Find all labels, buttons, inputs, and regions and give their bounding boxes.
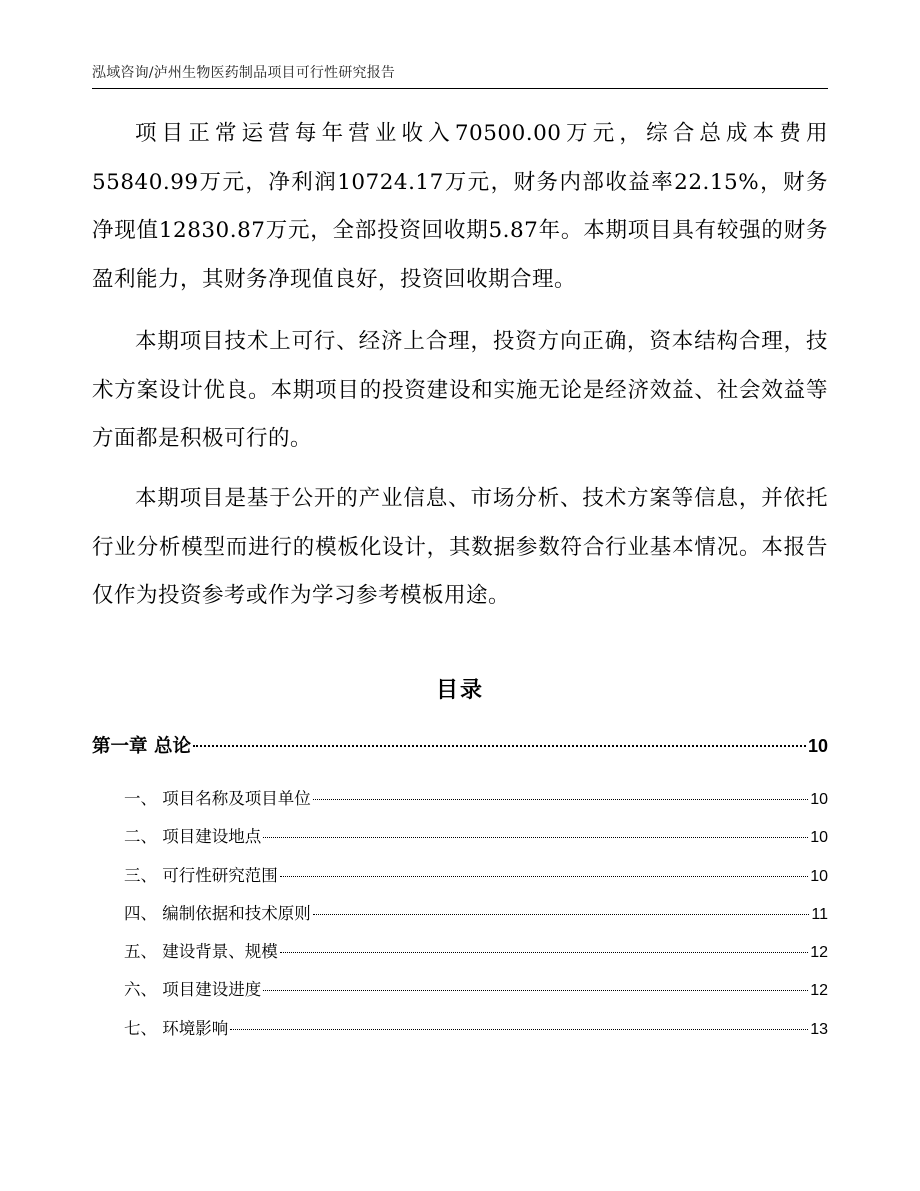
toc-page-number: 10	[807, 736, 828, 756]
toc-section-item[interactable]	[92, 933, 828, 971]
running-header: 泓域咨询/泸州生物医药制品项目可行性研究报告	[92, 65, 396, 81]
toc-page-number: 11	[811, 905, 828, 923]
toc-section-item[interactable]	[92, 780, 828, 818]
toc-section-label: 六、 项目建设进度	[124, 980, 262, 1000]
toc-section-item[interactable]	[92, 857, 828, 895]
toc-dot-leader	[313, 914, 810, 915]
toc-section-label: 二、 项目建设地点	[124, 827, 262, 847]
summary-paragraph-feasibility: 本期项目技术上可行、经济上合理，投资方向正确，资本结构合理，技术方案设计优良。本期项目的投资建设和实施无论是经济效益、社会效益等方面都是积极可行的。	[92, 329, 828, 451]
toc-section-label: 五、 建设背景、规模	[124, 942, 278, 962]
toc-section-label: 一、 项目名称及项目单位	[124, 789, 311, 808]
toc-section-item[interactable]	[92, 895, 828, 933]
toc-section-item[interactable]	[92, 1010, 828, 1048]
toc-page-number: 12	[810, 944, 828, 962]
toc-dot-leader	[263, 990, 808, 991]
toc-page-number: 12	[810, 982, 828, 1000]
summary-paragraph-financial: 项目正常运营每年营业收入70500.00万元，综合总成本费用55840.99万元，净利润10724.17万元，财务内部收益率22.15%，财务净现值12830.87万元，全部投资回收期5.87年。本期项目具有较强的财务盈利能力，其财务净现值良好，投资回收期合理。	[92, 121, 828, 292]
toc-page-number: 10	[810, 867, 828, 885]
toc-dot-leader	[193, 745, 806, 747]
summary-paragraph-disclaimer: 本期项目是基于公开的产业信息、市场分析、技术方案等信息，并依托行业分析模型而进行的模板化设计，其数据参数符合行业基本情况。本报告仅作为投资参考或作为学习参考模板用途。	[92, 486, 828, 608]
toc-page-number: 10	[810, 829, 828, 847]
toc-dot-leader	[263, 837, 808, 838]
toc-dot-leader	[313, 799, 808, 800]
toc-page-number: 13	[810, 1020, 828, 1038]
toc-chapter-label: 第一章 总论	[92, 736, 191, 757]
toc-section-label: 四、 编制依据和技术原则	[124, 903, 311, 923]
toc-section-label: 三、 可行性研究范围	[124, 865, 278, 885]
toc-section-label: 七、 环境影响	[124, 1018, 229, 1038]
toc-title: 目录	[435, 678, 484, 703]
table-of-contents	[92, 732, 828, 1048]
toc-dot-leader	[230, 1029, 808, 1030]
toc-chapter-1[interactable]	[92, 732, 828, 768]
toc-page-number: 10	[810, 791, 828, 808]
toc-dot-leader	[280, 876, 808, 877]
toc-section-item[interactable]	[92, 818, 828, 856]
toc-dot-leader	[280, 952, 808, 953]
toc-section-item[interactable]	[92, 971, 828, 1009]
header-rule	[92, 88, 828, 89]
